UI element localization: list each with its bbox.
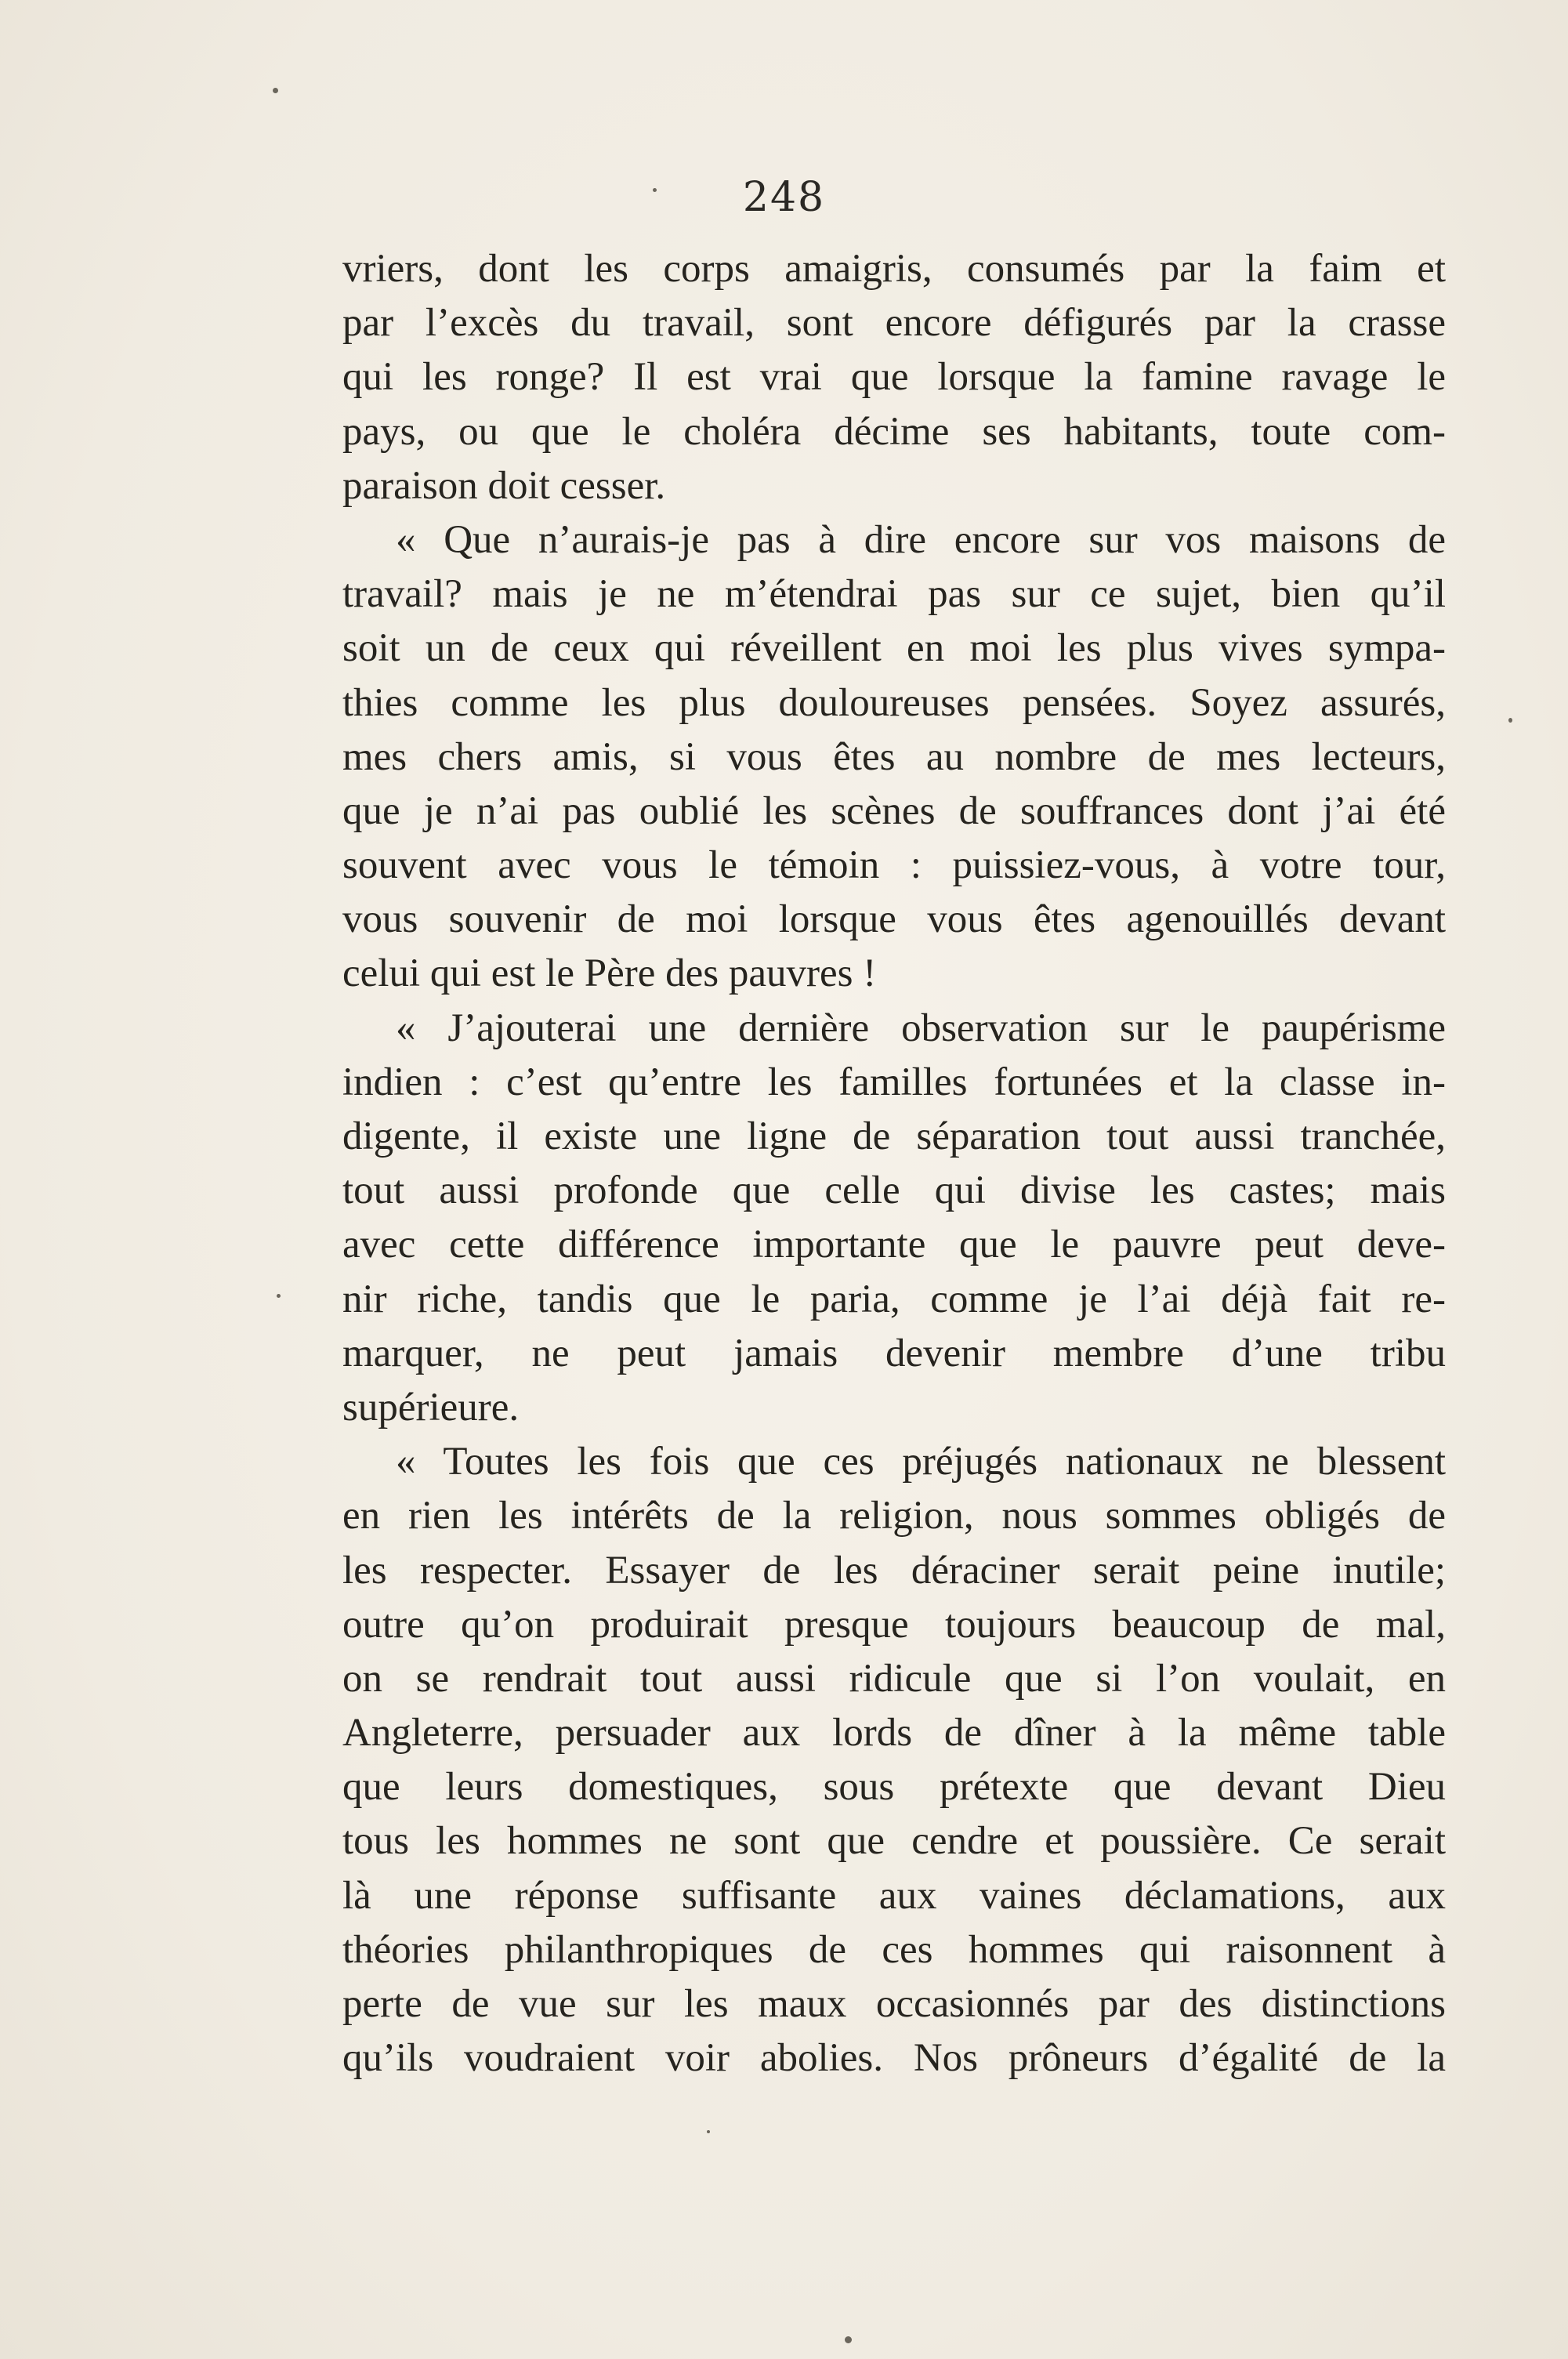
text-line: que leurs domestiques, sous prétexte que devant Dieu — [342, 1765, 1446, 1810]
text-line: soit un de ceux qui réveillent en moi les plus vives sympa- — [342, 626, 1446, 671]
text-line: souvent avec vous le témoin : puissiez-vous, à votre tour, — [342, 843, 1446, 888]
text-line: digente, il existe une ligne de séparation tout aussi tranchée, — [342, 1114, 1446, 1158]
text-line: qui les ronge? Il est vrai que lorsque la famine ravage le — [342, 355, 1446, 400]
text-line: que je n’ai pas oublié les scènes de souffrances dont j’ai été — [342, 788, 1446, 833]
text-line: marquer, ne peut jamais devenir membre d’une tribu — [342, 1331, 1446, 1375]
text-line: thies comme les plus douloureuses pensées. Soyez assurés, — [342, 680, 1446, 725]
text-line: vriers, dont les corps amaigris, consumés par la faim et — [342, 247, 1446, 291]
text-line: théories philanthropiques de ces hommes qui raisonnent à — [342, 1927, 1446, 1972]
text-line: paraison doit cesser. — [342, 463, 666, 508]
text-line: Angleterre, persuader aux lords de dîner à la même table — [342, 1711, 1446, 1756]
text-line: mes chers amis, si vous êtes au nombre de mes lecteurs, — [342, 734, 1446, 779]
text-line: outre qu’on produirait presque toujours beaucoup de mal, — [342, 1602, 1446, 1647]
text-line: indien : c’est qu’entre les familles fortunées et la classe in- — [342, 1060, 1446, 1104]
paper-speck — [707, 2130, 710, 2133]
paper-speck — [273, 88, 278, 93]
paper-speck — [277, 1294, 281, 1298]
text-line: travail? mais je ne m’étendrai pas sur ce sujet, bien qu’il — [342, 572, 1446, 617]
text-line: vous souvenir de moi lorsque vous êtes agenouillés devant — [342, 897, 1446, 942]
text-line: on se rendrait tout aussi ridicule que si l’on voulait, en — [342, 1656, 1446, 1701]
text-line: tous les hommes ne sont que cendre et poussière. Ce serait — [342, 1819, 1446, 1864]
body-text — [342, 242, 1446, 2085]
page-number: 248 — [742, 174, 826, 221]
paragraph-start-line: « J’ajouterai une dernière observation sur le paupérisme — [396, 1006, 1446, 1050]
text-line: nir riche, tandis que le paria, comme je l’ai déjà fait re- — [342, 1277, 1446, 1321]
text-line: en rien les intérêts de la religion, nous sommes obligés de — [342, 1494, 1446, 1538]
paper-speck — [1508, 718, 1512, 723]
text-line: par l’excès du travail, sont encore défigurés par la crasse — [342, 301, 1446, 346]
paper-speck — [845, 2336, 852, 2343]
text-line: tout aussi profonde que celle qui divise les castes; mais — [342, 1169, 1446, 1213]
paragraph-start-line: « Toutes les fois que ces préjugés nationaux ne blessent — [396, 1440, 1446, 1484]
text-line: les respecter. Essayer de les déraciner serait peine inutile; — [342, 1548, 1446, 1593]
text-line: qu’ils voudraient voir abolies. Nos prôneurs d’égalité de la — [342, 2036, 1446, 2081]
paragraph-start-line: « Que n’aurais-je pas à dire encore sur vos maisons de — [396, 517, 1446, 562]
text-line: là une réponse suffisante aux vaines déclamations, aux — [342, 1873, 1446, 1918]
text-line: supérieure. — [342, 1385, 520, 1430]
text-line: perte de vue sur les maux occasionnés par des distinctions — [342, 1982, 1446, 2026]
text-line: celui qui est le Père des pauvres ! — [342, 951, 877, 996]
paper-speck — [653, 188, 657, 192]
text-line: pays, ou que le choléra décime ses habitants, toute com- — [342, 409, 1446, 454]
text-line: avec cette différence importante que le pauvre peut deve- — [342, 1223, 1446, 1267]
